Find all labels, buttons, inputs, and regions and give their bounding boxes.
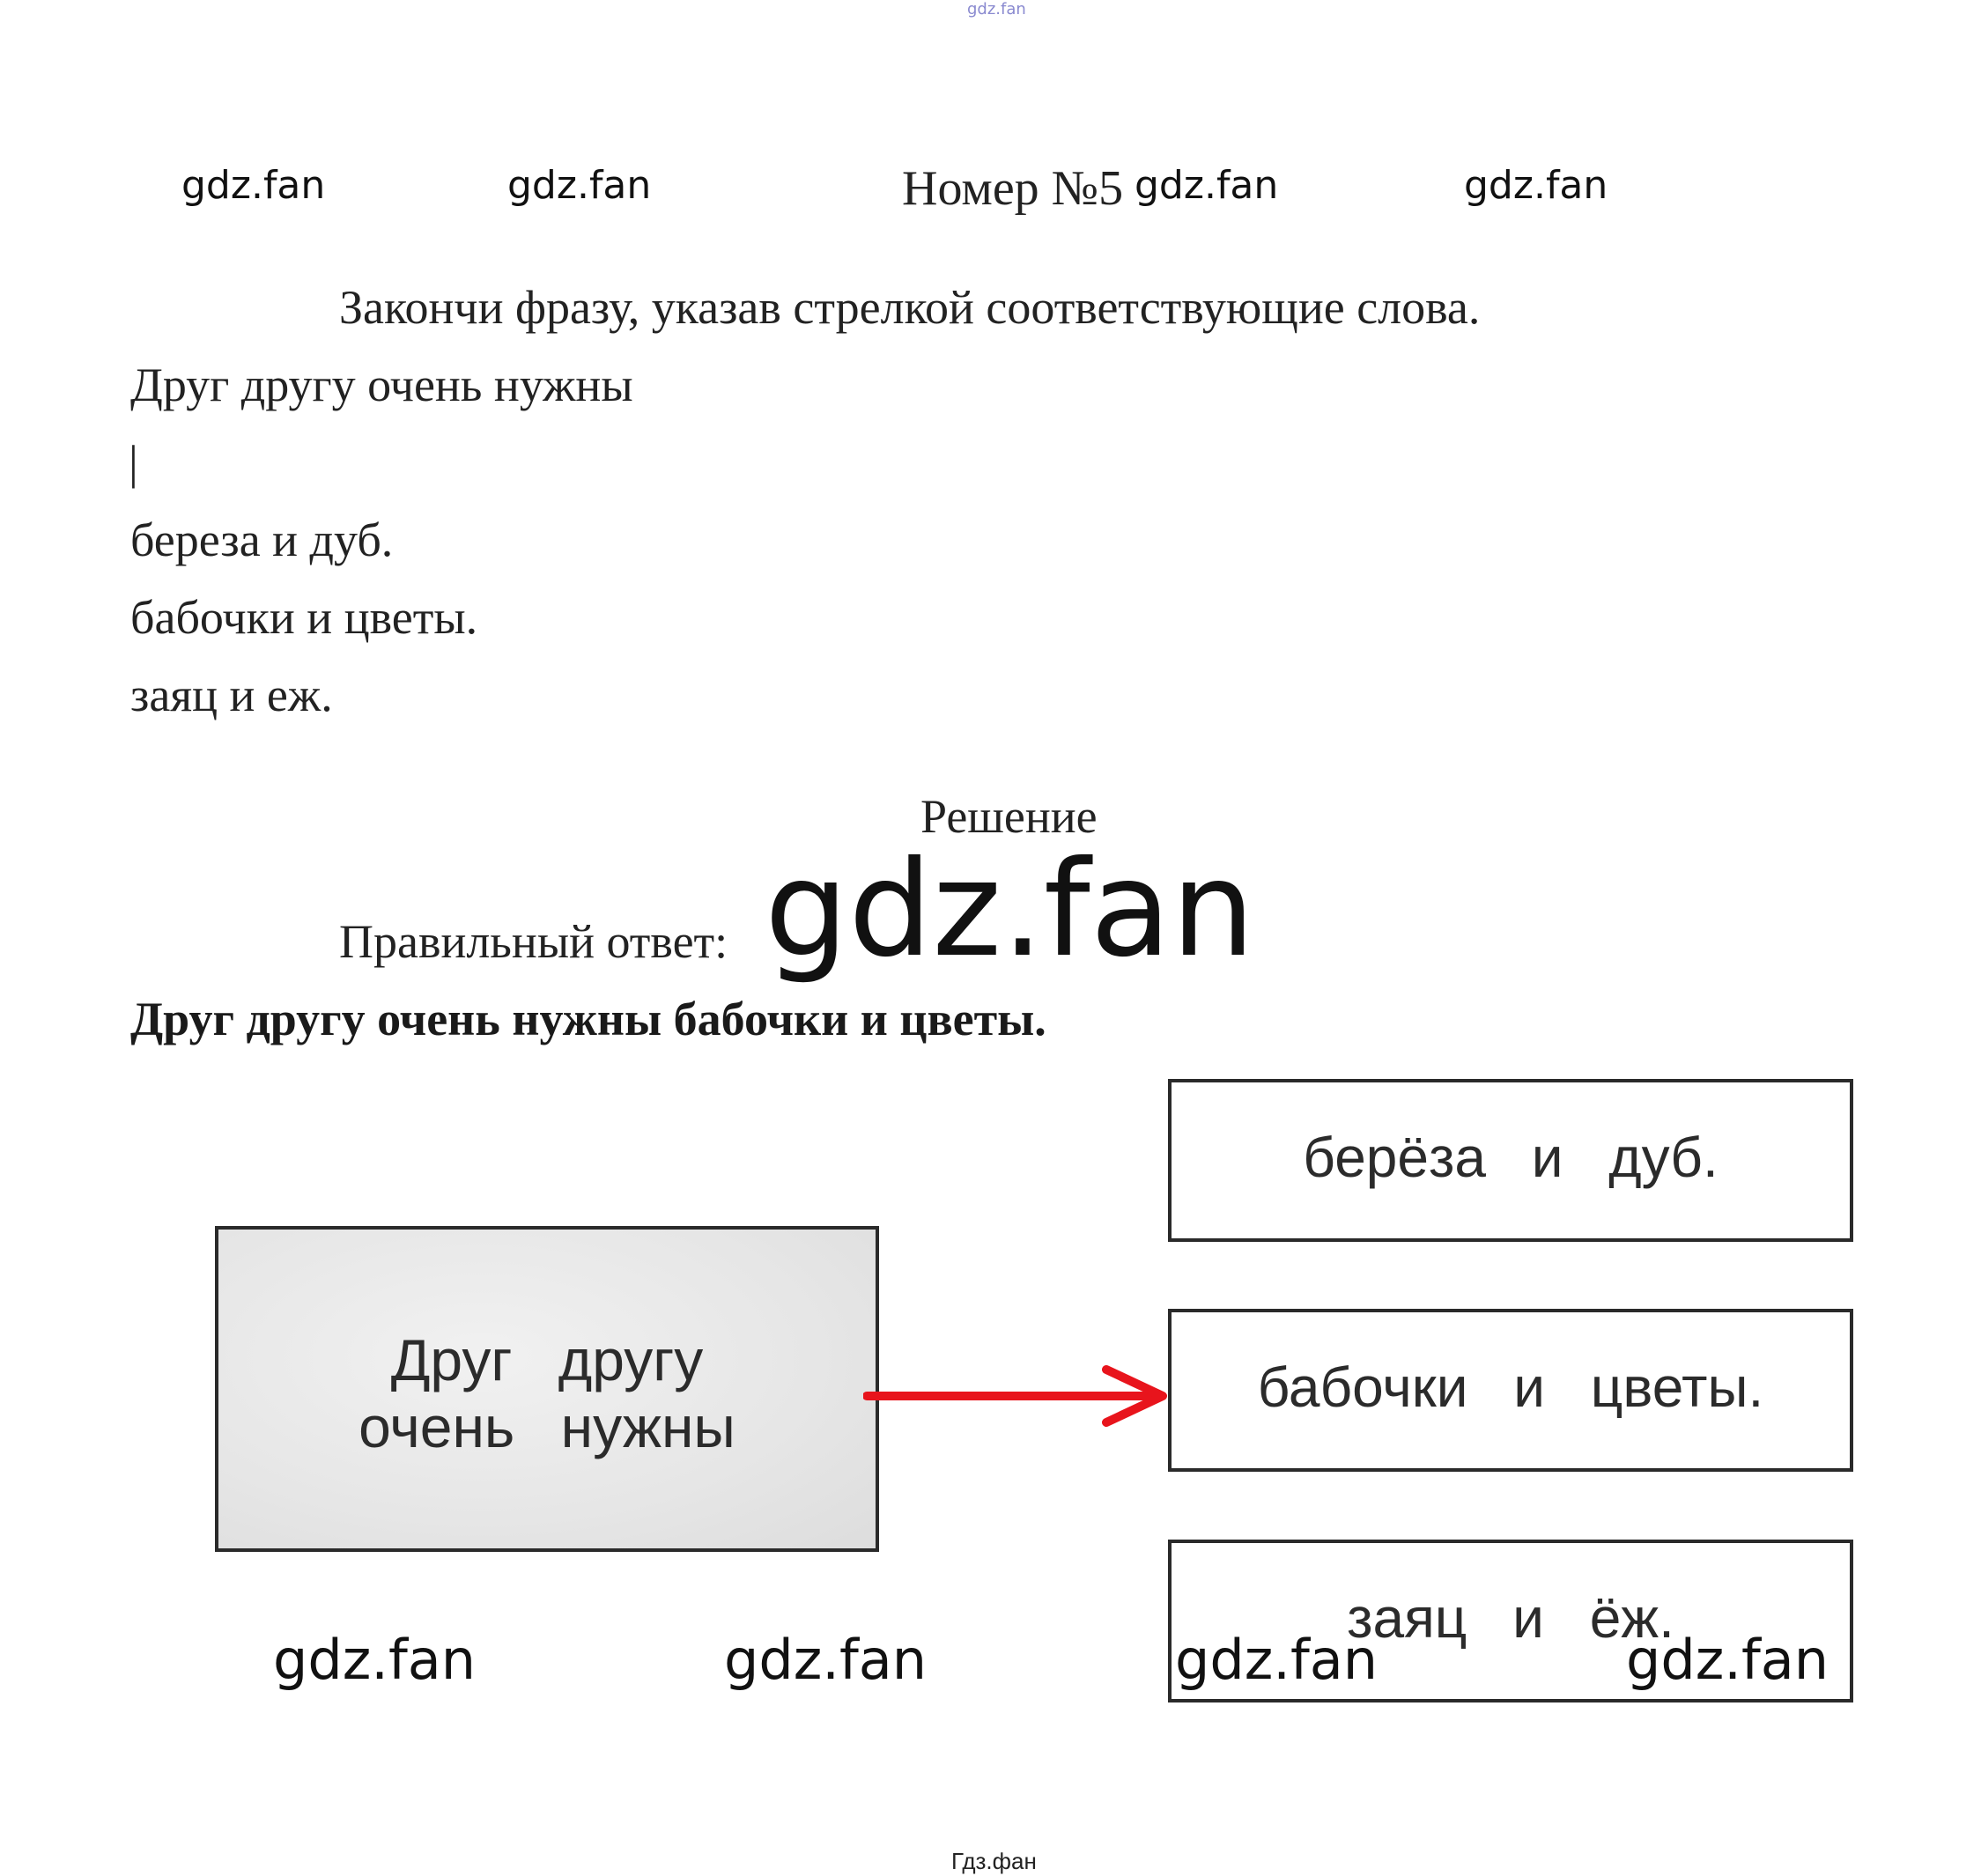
top-small-watermark: gdz.fan [967,0,1026,18]
big-watermark: gdz.fan [765,833,1255,986]
task-instruction: Закончи фразу, указав стрелкой соответствующие слова. [339,281,1481,334]
task-phrase: Друг другу очень нужны [130,358,633,411]
answer-box-2 [1168,1309,1853,1472]
bottom-watermark-4: gdz.fan [1626,1628,1829,1692]
option-2: бабочки и цветы. [130,591,478,644]
phrase-box [215,1226,879,1552]
connector-arrow [863,1361,1180,1431]
bottom-watermark-1: gdz.fan [273,1628,477,1692]
answer-box-2-label: бабочки и цветы. [1257,1355,1764,1419]
bottom-watermark-2: gdz.fan [724,1628,928,1692]
bottom-watermark-3: gdz.fan [1175,1628,1379,1692]
footer-text: Гдз.фан [951,1848,1037,1874]
option-3: заяц и еж. [130,668,333,721]
header-watermark-1: gdz.fan [181,163,326,208]
solution-heading: Решение [920,790,1098,843]
answer-label: Правильный ответ: [339,915,728,968]
header-watermark-4: gdz.fan [1464,163,1608,208]
answer-box-1 [1168,1079,1853,1242]
answer-box-3-label: заяц и ёж. [1347,1586,1674,1650]
answer-box-1-label: берёза и дуб. [1303,1126,1719,1189]
header-watermark-2: gdz.fan [507,163,652,208]
header-watermark-3: gdz.fan [1135,163,1279,208]
page-title: Номер №5 [902,161,1124,216]
phrase-box-line-2: очень нужны [359,1394,735,1459]
phrase-box-line-1: Друг другу [390,1327,704,1392]
option-1: береза и дуб. [130,513,394,566]
answer-text: Друг другу очень нужны бабочки и цветы. [130,993,1046,1045]
text-cursor: | [129,436,138,489]
